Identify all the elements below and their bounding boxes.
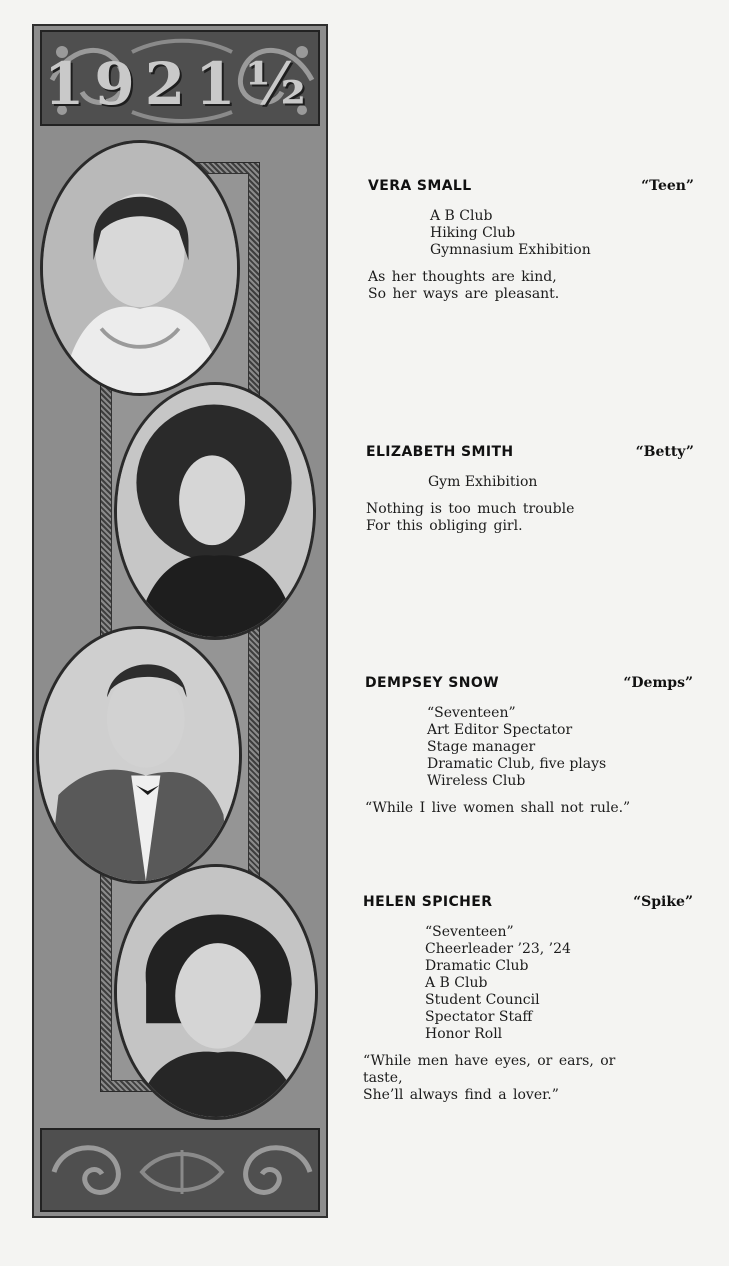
list-item: A B Club bbox=[430, 208, 493, 224]
activity-list bbox=[363, 924, 693, 1043]
list-item: “Seventeen” bbox=[425, 924, 514, 940]
footer-ornament-panel bbox=[40, 1128, 320, 1212]
portrait-photo-icon bbox=[117, 867, 315, 1117]
entry-helen-spicher bbox=[363, 894, 693, 1104]
portrait-photo-icon bbox=[43, 143, 237, 393]
student-name: HELEN SPICHER bbox=[363, 894, 493, 910]
list-item: Art Editor Spectator bbox=[427, 722, 573, 738]
student-quote: “While men have eyes, or ears, or taste, She’ll always find a lover.” bbox=[363, 1053, 616, 1103]
list-item: A B Club bbox=[425, 975, 488, 991]
activity-list bbox=[368, 208, 694, 259]
entry-vera-small bbox=[368, 178, 694, 303]
list-item: Gymnasium Exhibition bbox=[430, 242, 591, 258]
student-nickname: “Teen” bbox=[641, 178, 694, 194]
portrait-elizabeth-smith bbox=[114, 382, 316, 640]
student-quote: Nothing is too much trouble For this obliging girl. bbox=[366, 501, 575, 534]
student-quote: As her thoughts are kind, So her ways are pleasant. bbox=[368, 269, 560, 302]
entry-dempsey-snow bbox=[365, 675, 693, 817]
scroll-ornament-icon bbox=[42, 1130, 320, 1212]
student-name: DEMPSEY SNOW bbox=[365, 675, 499, 691]
portrait-dempsey-snow bbox=[36, 626, 242, 884]
list-item: Wireless Club bbox=[427, 773, 526, 789]
list-item: Dramatic Club bbox=[425, 958, 529, 974]
portrait-photo-icon bbox=[117, 385, 313, 637]
list-item: “Seventeen” bbox=[427, 705, 516, 721]
student-nickname: “Betty” bbox=[635, 444, 694, 460]
list-item: Honor Roll bbox=[425, 1026, 503, 1042]
portrait-vera-small bbox=[40, 140, 240, 396]
student-nickname: “Spike” bbox=[633, 894, 693, 910]
list-item: Gym Exhibition bbox=[428, 474, 538, 490]
student-name: VERA SMALL bbox=[368, 178, 472, 194]
list-item: Stage manager bbox=[427, 739, 536, 755]
list-item: Hiking Club bbox=[430, 225, 516, 241]
year-header-panel bbox=[40, 30, 320, 126]
entry-elizabeth-smith bbox=[366, 444, 694, 535]
student-name: ELIZABETH SMITH bbox=[366, 444, 514, 460]
portrait-photo-icon bbox=[39, 629, 239, 881]
student-nickname: “Demps” bbox=[623, 675, 693, 691]
class-year-title: 1921½ bbox=[44, 50, 316, 118]
list-item: Cheerleader ’23, ’24 bbox=[425, 941, 571, 957]
activity-list bbox=[366, 474, 694, 491]
list-item: Student Council bbox=[425, 992, 540, 1008]
activity-list bbox=[365, 705, 693, 790]
student-quote: “While I live women shall not rule.” bbox=[365, 800, 631, 816]
list-item: Spectator Staff bbox=[425, 1009, 533, 1025]
list-item: Dramatic Club, five plays bbox=[427, 756, 607, 772]
portrait-helen-spicher bbox=[114, 864, 318, 1120]
